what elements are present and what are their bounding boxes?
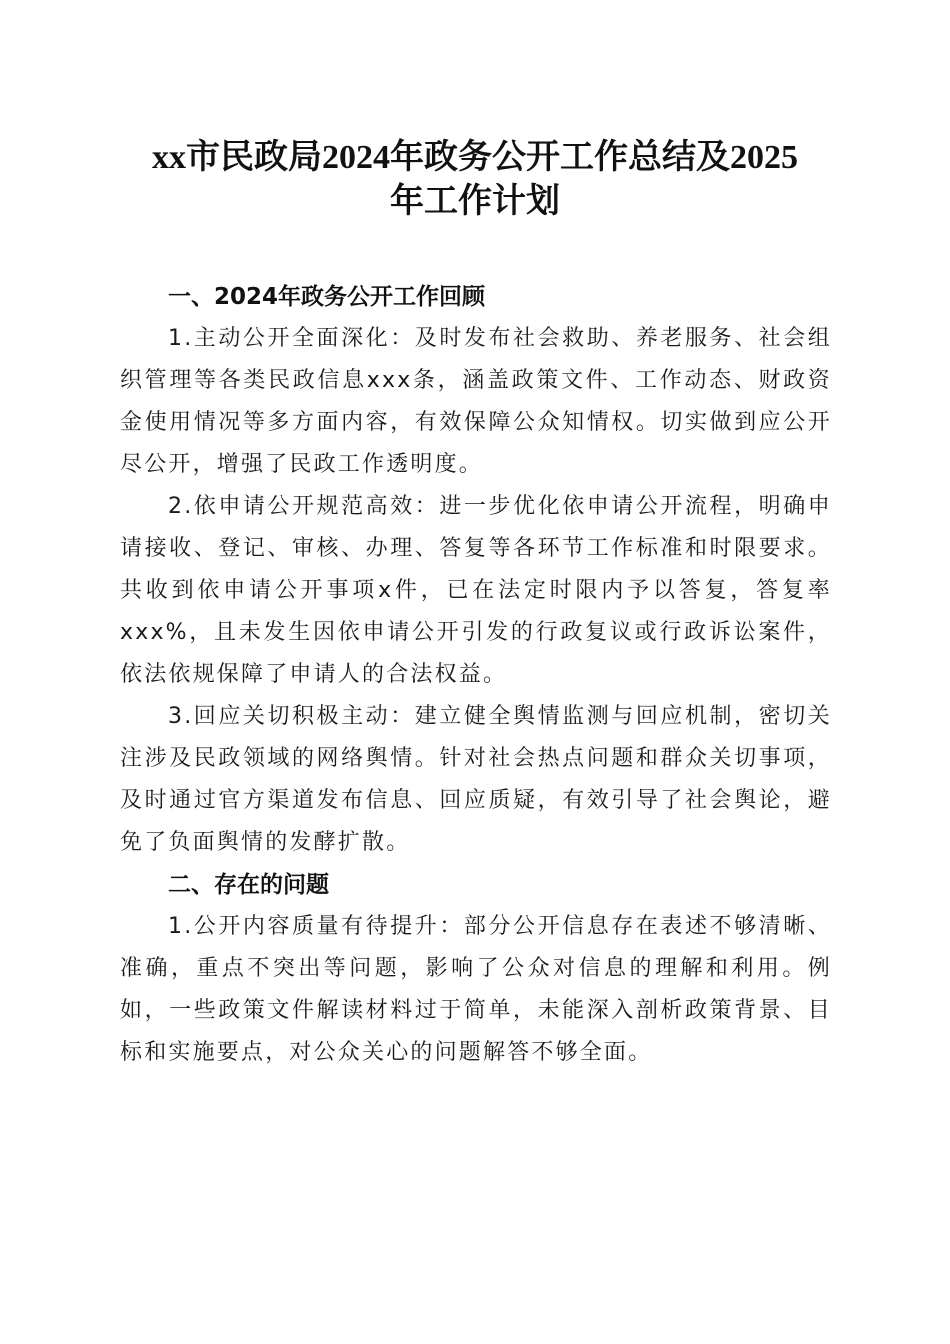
document-title	[100, 136, 850, 224]
paragraph-response-concerns: 3.回应关切积极主动：建立健全舆情监测与回应机制，密切关注涉及民政领域的网络舆情。针对社会热点问题和群众关切事项，及时通过官方渠道发布信息、回应质疑，有效引导了社会舆论，避免了负面舆情的发酵扩散。	[120, 704, 832, 855]
section-heading-problems: 二、存在的问题	[168, 872, 329, 898]
paragraph-proactive-disclosure: 1.主动公开全面深化：及时发布社会救助、养老服务、社会组织管理等各类民政信息xxx条，涵盖政策文件、工作动态、财政资金使用情况等多方面内容，有效保障公众知情权。切实做到应公开尽公开，增强了民政工作透明度。	[120, 326, 832, 477]
title-line-2: 年工作计划	[390, 183, 560, 220]
section-heading-review: 一、2024年政务公开工作回顾	[168, 284, 486, 310]
document-body	[120, 276, 832, 1074]
title-line-1: xx市民政局2024年政务公开工作总结及2025	[152, 139, 798, 176]
paragraph-request-disclosure: 2.依申请公开规范高效：进一步优化依申请公开流程，明确申请接收、登记、审核、办理、答复等各环节工作标准和时限要求。共收到依申请公开事项x件，已在法定时限内予以答复，答复率xxx%，且未发生因依申请公开引发的行政复议或行政诉讼案件，依法依规保障了申请人的合法权益。	[120, 494, 832, 687]
paragraph-content-quality: 1.公开内容质量有待提升：部分公开信息存在表述不够清晰、准确，重点不突出等问题，影响了公众对信息的理解和利用。例如，一些政策文件解读材料过于简单，未能深入剖析政策背景、目标和实施要点，对公众关心的问题解答不够全面。	[120, 914, 832, 1065]
